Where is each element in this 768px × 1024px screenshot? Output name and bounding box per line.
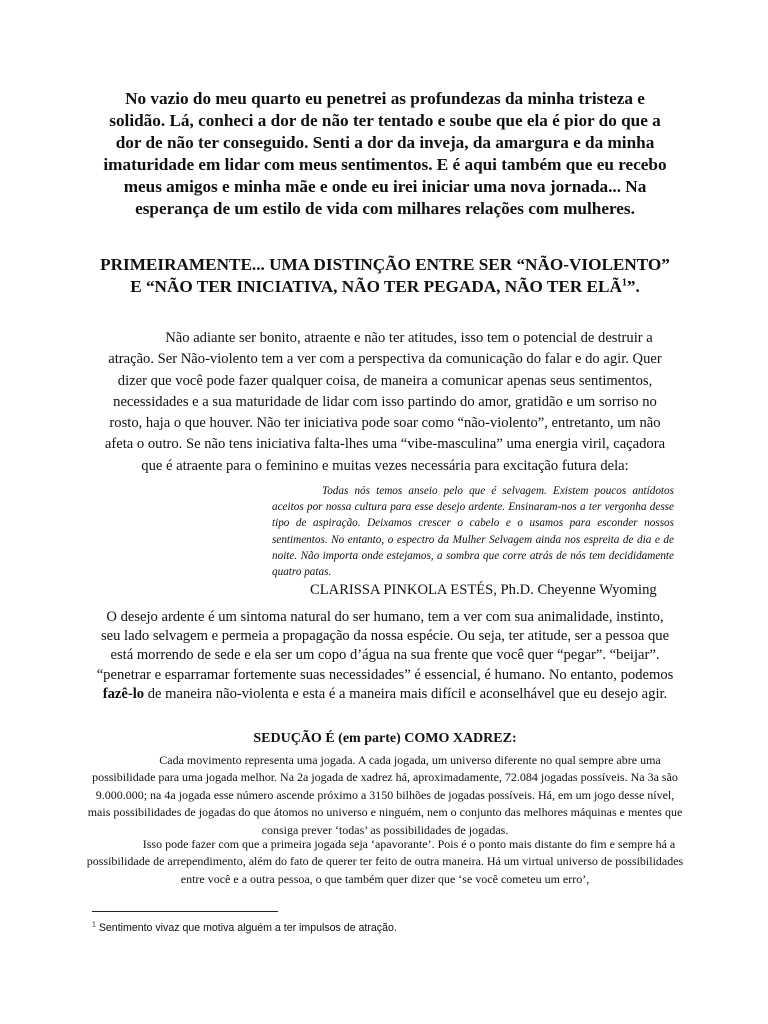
body-paragraph-4-text: Isso pode fazer com que a primeira jogada seja ‘apavorante’. Pois é o ponto mais distante do fim e sempre há a possibilidade de arrependimento, além do fato de querer ter feito de outra maneira. Há um virtual universo de possibilidades entre você e a outra pessoa, o que também quer dizer que ‘se você cometeu um erro’, <box>86 837 684 886</box>
body-paragraph-4 <box>86 836 684 888</box>
section-heading-text: PRIMEIRAMENTE... UMA DISTINÇÃO ENTRE SER “NÃO-VIOLENTO” E “NÃO TER INICIATIVA, NÃO TER PEGADA, NÃO TER ELÃ <box>100 255 670 296</box>
quote-author: CLARISSA PINKOLA ESTÉS, Ph.D. Cheyenne Wyoming <box>310 582 657 598</box>
body-paragraph-2 <box>96 608 674 704</box>
body-paragraph-2-bold: fazê-lo <box>102 685 145 702</box>
footnote-reference[interactable]: 1 <box>621 277 627 289</box>
body-paragraph-3 <box>86 752 684 839</box>
intro-paragraph: No vazio do meu quarto eu penetrei as profundezas da minha tristeza e solidão. Lá, conheci a dor de não ter tentado e soube que ela é pior do que a dor de não ter conseguido. Senti a dor da inveja, da amargura e da minha imaturidade em lidar com meus sentimentos. E é aqui também que eu recebo meus amigos e minha mãe e onde eu irei iniciar uma nova jornada... Na esperança de um estilo de vida com milhares relações com mulheres. <box>103 89 667 218</box>
footnote-text: Sentimento vivaz que motiva alguém a ter impulsos de atração. <box>95 922 397 934</box>
section-heading-suffix: ”. <box>626 277 640 296</box>
body-paragraph-2-before: O desejo ardente é um sintoma natural do ser humano, tem a ver com sua animalidade, instinto, seu lado selvagem e permeia a propagação da nossa espécie. Ou seja, ter atitude, ser a pessoa que está morrendo de sede e ela ser um copo d’água na sua frente que você quer “pegar”. “beijar”. “penetrar e esparramar fortemente suas necessidades” é essencial, é humano. No entanto, podemos <box>96 609 674 683</box>
body-paragraph-3-text: Cada movimento representa uma jogada. A cada jogada, um universo diferente no qual sempre abre uma possibilidade para uma jogada melhor. Na 2a jogada de xadrez há, aproximadamente, 72.084 jogadas possíveis. Na 3a são 9.000.000; na 4a jogada esse número ascende próximo a 3150 bilhões de jogadas possíveis. Há, em um jogo desse nível, mais possibilidades de jogadas do que átomos no universo e ninguém, nem o conjunto das melhores máquinas e mentes que consiga prever ‘todas’ as possibilidades de jogadas. <box>87 753 683 837</box>
body-paragraph-1 <box>98 328 672 477</box>
footnote <box>92 921 692 935</box>
epigraph-quote-text: Todas nós temos anseio pelo que é selvagem. Existem poucos antídotos aceitos por nossa cultura para esse desejo ardente. Ensinaram-nos a ter vergonha desse tipo de aspiração. Deixamos crescer o cabelo e o usamos para esconder nossos sentimentos. No entanto, o espectro da Mulher Selvagem ainda nos espreita de dia e de noite. Não importa onde estejamos, a sombra que corre atrás de nós tem decididamente quatro patas. <box>272 485 674 579</box>
epigraph-quote <box>272 483 674 580</box>
section-heading <box>100 254 670 298</box>
body-paragraph-2-after: de maneira não-violenta e esta é a maneira mais difícil e aconselhável que eu desejo agir. <box>144 685 668 702</box>
footnote-divider <box>92 911 278 912</box>
footnote-marker: 1 <box>92 921 96 929</box>
body-paragraph-1-text: Não adiante ser bonito, atraente e não ter atitudes, isso tem o potencial de destruir a atração. Ser Não-violento tem a ver com a perspectiva da comunicação do falar e do agir. Quer dizer que você pode fazer qualquer coisa, de maneira a comunicar apenas seus sentimentos, necessidades e a sua maturidade de lidar com isso partindo do amor, gratidão e um sorriso no rosto, haja o que houver. Não ter iniciativa pode soar como “não-violento”, entretanto, um não afeta o outro. Se não tens iniciativa falta-lhes uma “vibe-masculina” uma energia viril, caçadora que é atraente para o feminino e muitas vezes necessária para excitação futura dela: <box>104 330 666 474</box>
subsection-heading: SEDUÇÃO É (em parte) COMO XADREZ: <box>253 731 517 746</box>
